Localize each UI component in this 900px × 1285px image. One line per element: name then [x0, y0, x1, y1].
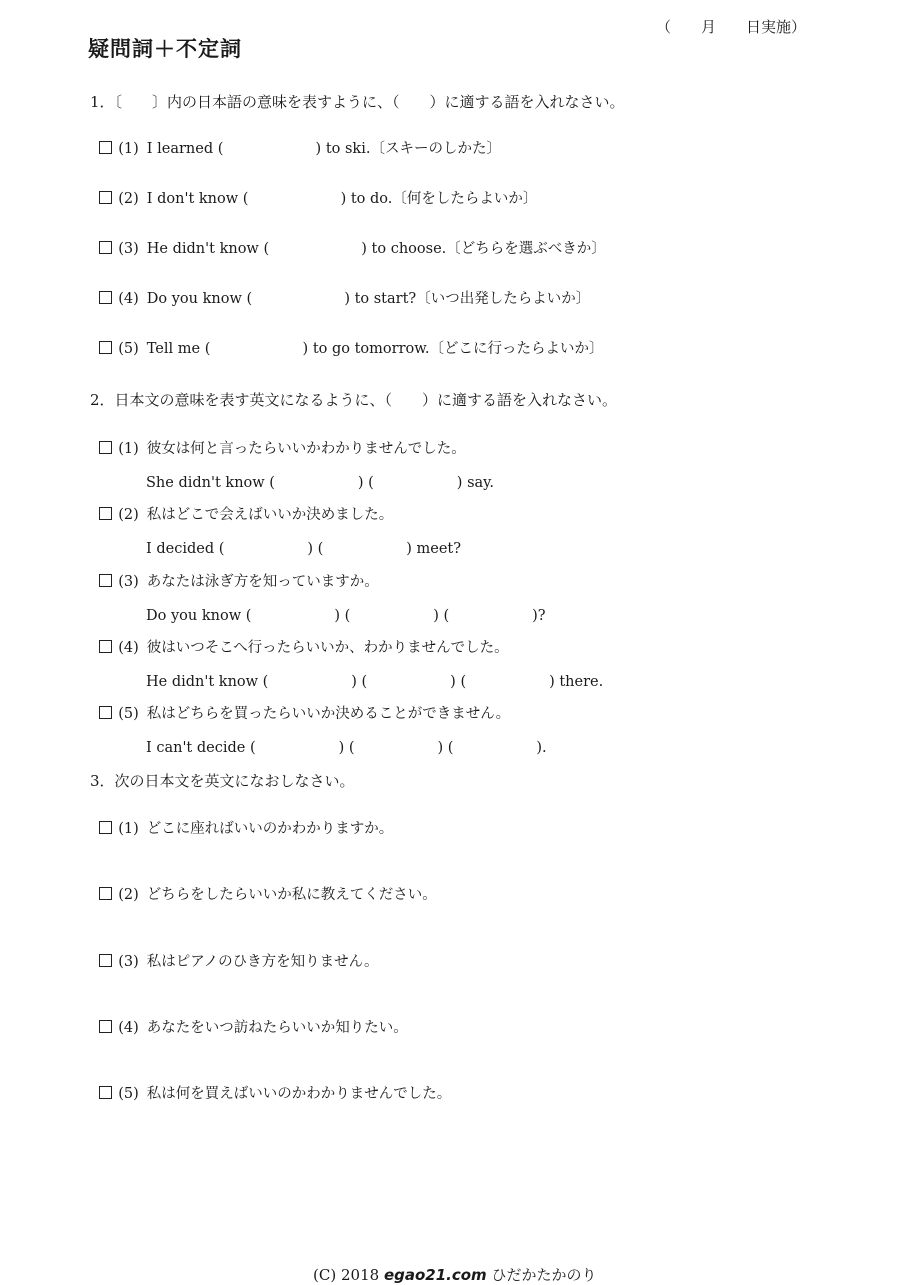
checkbox[interactable]	[99, 341, 112, 354]
list-item	[90, 937, 378, 971]
section2-instruction: 2．日本文の意味を表す英文になるように、（ ）に適する語を入れなさい。	[90, 391, 618, 409]
item-text: どちらをしたらいいか私に教えてください。	[146, 887, 437, 903]
checkbox[interactable]	[99, 954, 112, 967]
checkbox[interactable]	[99, 821, 112, 834]
checkbox[interactable]	[99, 291, 112, 304]
item-text: 私は何を買えばいいのかわかりませんでした。	[146, 1086, 452, 1102]
item-text: どこに座ればいいのかわかりますか。	[146, 821, 394, 837]
list-item	[90, 804, 393, 838]
item-jp-text: 彼女は何と言ったらいいかわかりませんでした。	[146, 441, 466, 457]
item-en-text: Do you know ( ) ( ) ( )?	[146, 608, 546, 624]
item-number: (3)	[118, 574, 139, 590]
list-item	[90, 124, 501, 158]
checkbox[interactable]	[99, 1086, 112, 1099]
checkbox[interactable]	[99, 191, 112, 204]
checkbox[interactable]	[99, 887, 112, 900]
item-jp-text: 私はどこで会えばいいか決めました。	[146, 507, 394, 523]
list-item	[90, 274, 590, 308]
list-item	[90, 324, 604, 358]
list-item	[90, 174, 537, 208]
item-number: (3)	[118, 241, 139, 257]
item-en-text: He didn't know ( ) ( ) ( ) there.	[146, 674, 604, 690]
footer-author: ひだかたかのり	[486, 1266, 597, 1284]
item-text: あなたをいつ訪ねたらいいか知りたい。	[146, 1020, 408, 1036]
item-number: (2)	[118, 191, 139, 207]
list-item	[90, 1069, 451, 1103]
section1-instruction: 1．〔 〕内の日本語の意味を表すように、（ ）に適する語を入れなさい。	[90, 93, 625, 111]
item-number: (1)	[118, 141, 139, 157]
item-jp-text: 彼はいつそこへ行ったらいいか、わかりませんでした。	[146, 640, 509, 656]
item-en-text: She didn't know ( ) ( ) say.	[146, 475, 495, 491]
item-number: (5)	[118, 1086, 139, 1102]
page-title: 疑問詞＋不定詞	[88, 37, 242, 61]
date-line: （ 月 日実施）	[656, 18, 807, 36]
checkbox[interactable]	[99, 441, 112, 454]
item-number: (3)	[118, 954, 139, 970]
checkbox[interactable]	[99, 1020, 112, 1033]
checkbox[interactable]	[99, 706, 112, 719]
item-number: (2)	[118, 507, 139, 523]
list-item	[90, 224, 606, 258]
list-item	[90, 689, 547, 774]
checkbox[interactable]	[99, 640, 112, 653]
list-item	[90, 870, 437, 904]
item-number: (2)	[118, 887, 139, 903]
item-number: (4)	[118, 640, 139, 656]
checkbox[interactable]	[99, 241, 112, 254]
item-text: I don't know ( ) to do.〔何をしたらよいか〕	[146, 191, 538, 207]
item-text: Do you know ( ) to start?〔いつ出発したらよいか〕	[146, 291, 591, 307]
item-number: (4)	[118, 291, 139, 307]
checkbox[interactable]	[99, 141, 112, 154]
item-text: He didn't know ( ) to choose.〔どちらを選ぶべきか〕	[146, 241, 606, 257]
item-number: (1)	[118, 441, 139, 457]
footer	[0, 1246, 900, 1285]
item-en-text: I can't decide ( ) ( ) ( ).	[146, 740, 547, 756]
item-text: Tell me ( ) to go tomorrow.〔どこに行ったらよいか〕	[146, 341, 604, 357]
footer-site-link[interactable]: egao21.com	[383, 1266, 487, 1284]
item-number: (1)	[118, 821, 139, 837]
item-en-text: I decided ( ) ( ) meet?	[146, 541, 461, 557]
list-item	[90, 1003, 408, 1037]
item-text: I learned ( ) to ski.〔スキーのしかた〕	[146, 141, 501, 157]
item-number: (5)	[118, 706, 139, 722]
checkbox[interactable]	[99, 574, 112, 587]
item-text: 私はピアノのひき方を知りません。	[146, 954, 379, 970]
item-number: (4)	[118, 1020, 139, 1036]
item-jp-text: あなたは泳ぎ方を知っていますか。	[146, 574, 379, 590]
footer-copyright: (C) 2018	[313, 1266, 384, 1284]
item-jp-text: 私はどちらを買ったらいいか決めることができません。	[146, 706, 511, 722]
checkbox[interactable]	[99, 507, 112, 520]
section3-instruction: 3．次の日本文を英文になおしなさい。	[90, 772, 355, 790]
item-number: (5)	[118, 341, 139, 357]
